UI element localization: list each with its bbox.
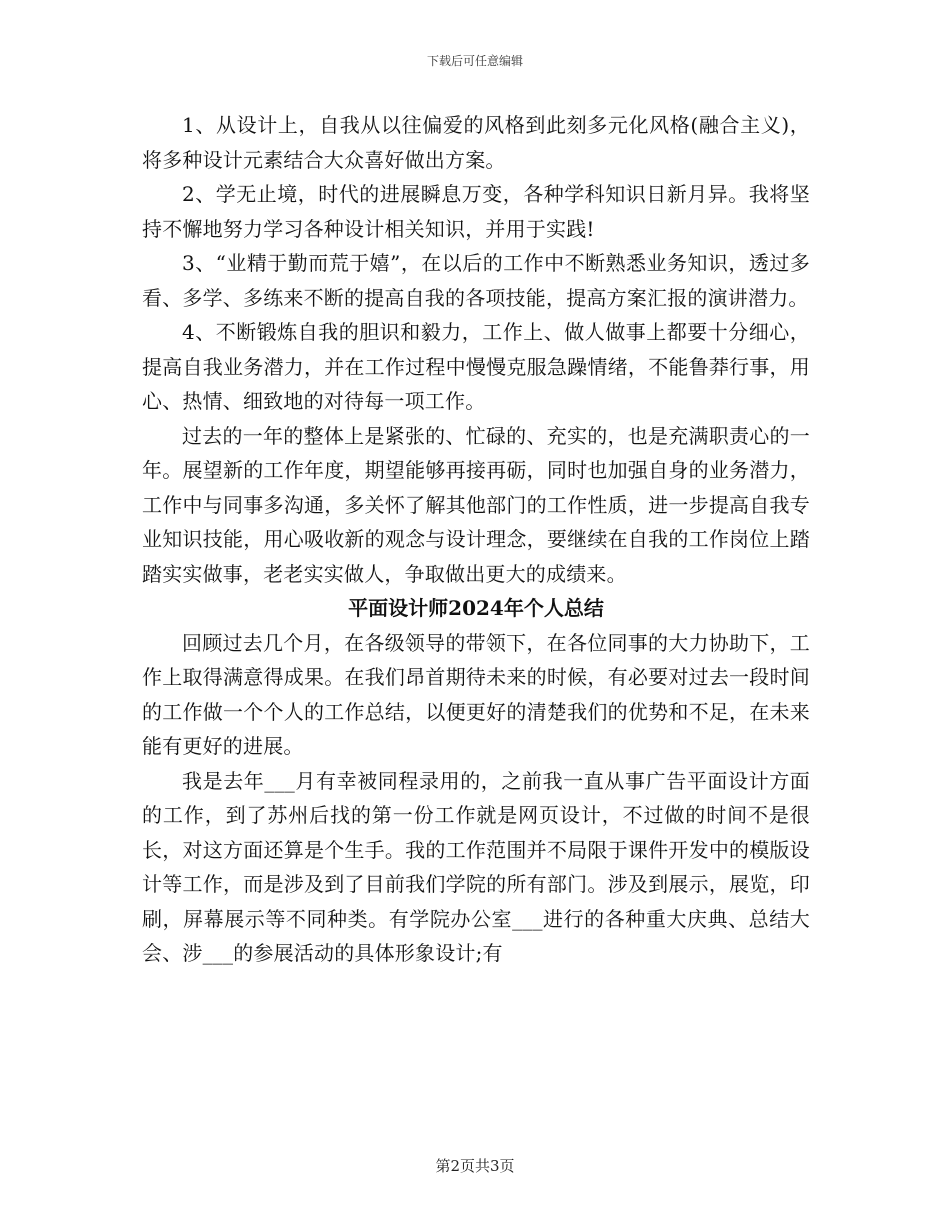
paragraph-background: 我是去年___月有幸被同程录用的，之前我一直从事广告平面设计方面的工作，到了苏州后找的第一份工作就是网页设计，不过做的时间不是很长，对这方面还算是个生手。我的工作范围并不局限于课件开发中的模版设计等工作，而是涉及到了目前我们学院的所有部门。涉及到展示，展览，印刷，屏幕展示等不同种类。有学院办公室___进行的各种重大庆典、总结大会、涉___的参展活动的具体形象设计;有: [142, 768, 810, 965]
paragraph-item-1: 1、从设计上，自我从以往偏爱的风格到此刻多元化风格(融合主义)，将多种设计元素结合大众喜好做出方案。: [142, 113, 810, 172]
paragraph-review: 回顾过去几个月，在各级领导的带领下，在各位同事的大力协助下，工作上取得满意得成果。在我们昂首期待未来的时候，有必要对过去一段时间的工作做一个个人的工作总结，以便更好的清楚我们的优势和不足，在未来能有更好的进展。: [142, 630, 810, 758]
paragraph-item-4: 4、不断锻炼自我的胆识和毅力，工作上、做人做事上都要十分细心，提高自我业务潜力，并在工作过程中慢慢克服急躁情绪，不能鲁莽行事，用心、热情、细致地的对待每一项工作。: [142, 320, 810, 413]
page-number: 第2页共3页: [435, 1157, 515, 1175]
paragraph-item-2: 2、学无止境，时代的进展瞬息万变，各种学科知识日新月异。我将坚持不懈地努力学习各种设计相关知识，并用于实践!: [142, 182, 810, 241]
paragraph-summary: 过去的一年的整体上是紧张的、忙碌的、充实的，也是充满职责心的一年。展望新的工作年度，期望能够再接再砺，同时也加强自身的业务潜力，工作中与同事多沟通，多关怀了解其他部门的工作性质，进一步提高自我专业知识技能，用心吸收新的观念与设计理念，要继续在自我的工作岗位上踏踏实实做事，老老实实做人，争取做出更大的成绩来。: [142, 423, 810, 586]
section-title: 平面设计师2024年个人总结: [348, 596, 604, 620]
document-body: [142, 108, 810, 971]
paragraph-item-3: 3、“业精于勤而荒于嬉”，在以后的工作中不断熟悉业务知识，透过多看、多学、多练来不断的提高自我的各项技能，提高方案汇报的演讲潜力。: [142, 251, 810, 310]
page-header-note: 下载后可任意编辑: [426, 54, 523, 68]
